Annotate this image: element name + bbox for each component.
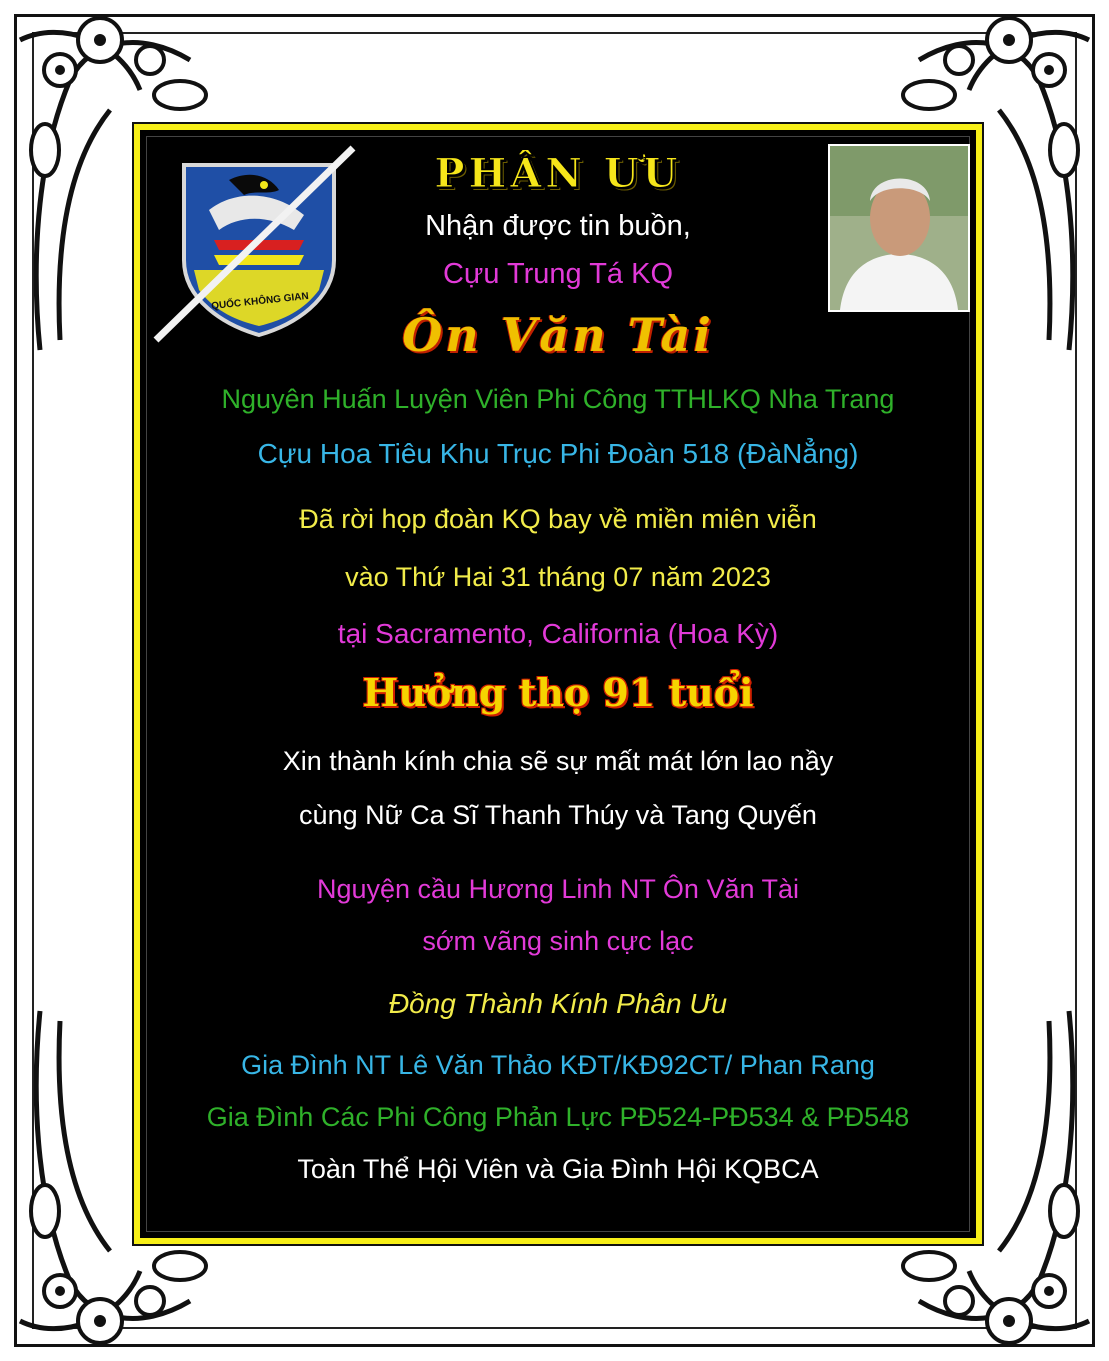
passing-location: tại Sacramento, California (Hoa Kỳ) (337, 618, 779, 649)
passing-date: vào Thứ Hai 31 tháng 07 năm 2023 (345, 562, 771, 592)
condolence-card (134, 124, 982, 1244)
prayer-line-1: Nguyện cầu Hương Linh NT Ôn Văn Tài (316, 874, 800, 904)
signatories-heading: Đồng Thành Kính Phân Ưu (388, 988, 728, 1019)
intro-text: Nhận được tin buồn, (425, 210, 691, 242)
logo-motto: QUỐC KHÔNG GIAN (210, 290, 310, 313)
deceased-name: Ôn Văn Tài (402, 308, 714, 362)
deceased-rank: Cựu Trung Tá KQ (442, 258, 674, 290)
signatory-family-1: Gia Đình NT Lê Văn Thảo KĐT/KĐ92CT/ Phan Rang (241, 1050, 875, 1080)
passing-line-1: Đã rời họp đoàn KQ bay về miền miên viễn (299, 504, 817, 534)
signatory-family-2: Gia Đình Các Phi Công Phản Lực PĐ524-PĐ534 & PĐ548 (206, 1102, 910, 1132)
prayer-line-2: sớm vãng sinh cực lạc (422, 926, 694, 956)
deceased-role-1: Nguyên Huấn Luyện Viên Phi Công TTHLKQ Nha Trang (221, 384, 895, 414)
page-title: PHÂN ƯU (434, 150, 682, 197)
condolence-line-1: Xin thành kính chia sẽ sự mất mát lớn lao nầy (282, 746, 834, 776)
signatory-association: Toàn Thể Hội Viên và Gia Đình Hội KQBCA (297, 1154, 819, 1184)
age-text: Hưởng thọ 91 tuổi (362, 670, 754, 715)
condolence-line-2: cùng Nữ Ca Sĩ Thanh Thúy và Tang Quyến (299, 800, 817, 830)
deceased-role-2: Cựu Hoa Tiêu Khu Trục Phi Đoàn 518 (ĐàNẳng) (257, 438, 859, 469)
